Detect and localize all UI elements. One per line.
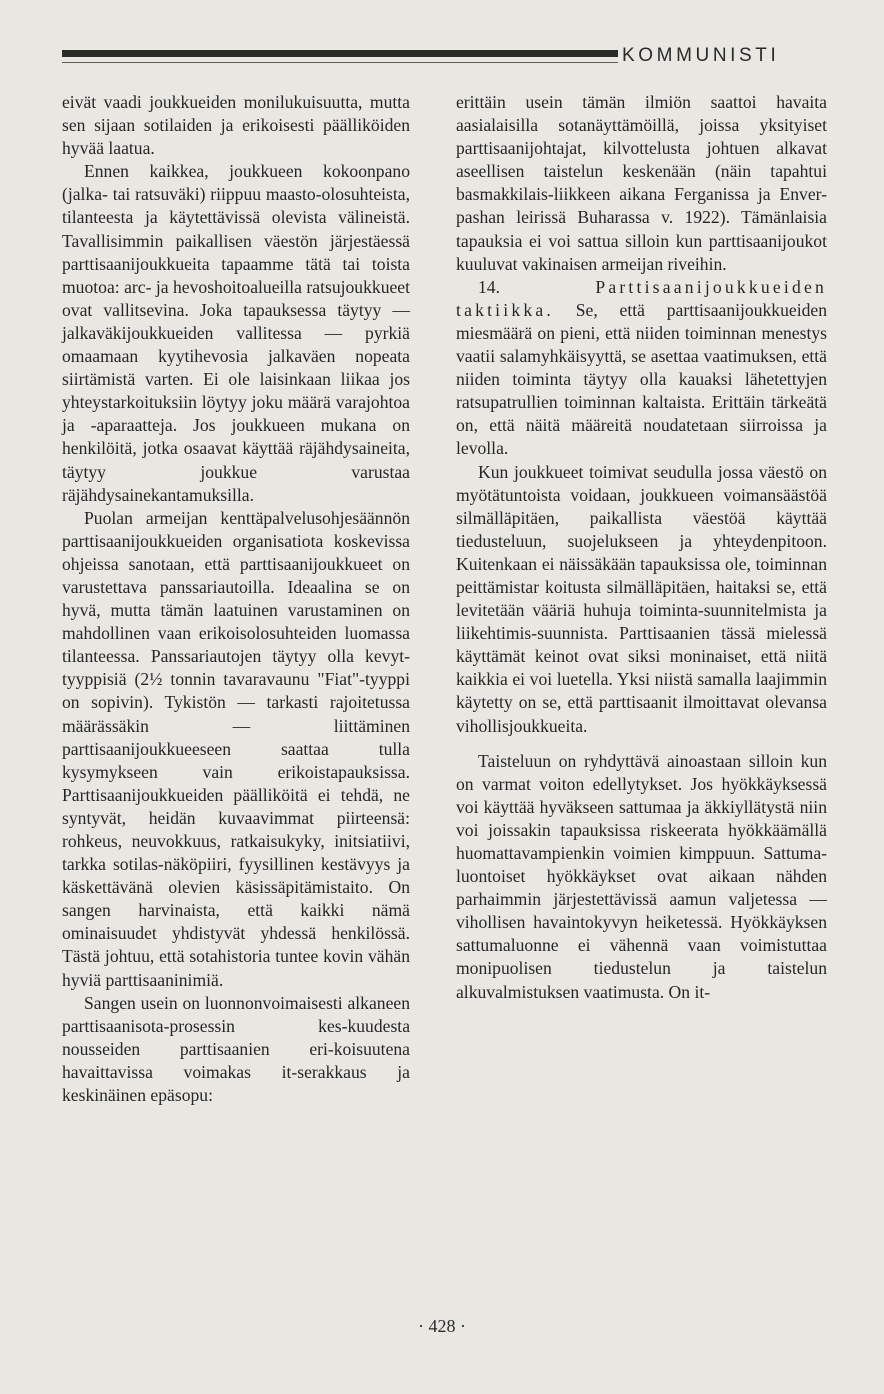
left-column	[62, 91, 410, 1107]
header-rule-thin	[62, 62, 618, 63]
paragraph: Puolan armeijan kenttäpalvelusohjesäännön parttisaanijoukkueiden organisatiota koskevissa ohjeissa sanotaan, että parttisaanijoukkueet on varustettava panssariautoilla. Ideaalina se on hyvä, mutta tämän laatuinen varustaminen on mahdollinen vaan erikoisolosuhteiden luomassa tilanteessa. Panssariautojen täytyy olla kevyt-tyyppisiä (2½ tonnin tavaravaunu "Fiat"-tyyppi on sopivin). Tykistön — tarkasti rajoitetussa määrässäkin — liittäminen parttisaanijoukkueeseen saattaa tulla kysymykseen vain erikoistapauksissa. Parttisaanijoukkueiden päälliköitä ei tehdä, ne syntyvät, heidän kuvaavimmat piirteensä: rohkeus, neuvokkuus, ratkaisukyky, initsiatiivi, tarkka sotilas-näköpiiri, fyysillinen kestävyys ja käskettävänä olevien käsissäpitämistaito. On sangen harvinaista, että kaikki nämä ominaisuudet yhdistyvät yhdessä henkilössä. Tästä johtuu, että sotahistoria tuntee kovin vähän hyviä parttisaaninimiä.	[62, 507, 410, 990]
section-heading: Parttisaanijoukkueiden taktiikka.	[456, 276, 827, 320]
section-text: Se, että parttisaanijoukkueiden miesmäärä on pieni, että niiden toiminnan menestys vaatii salamyhkäisyyttä, se asettaa vaatimuksen, että niiden toiminta täytyy olla kauaksi lähetettyjen ratsupatrullien toiminnan kaltaista. Erittäin tärkeätä on, että näitä määreitä noudatetaan siirroissa ja levolla.	[456, 299, 827, 459]
running-header	[62, 44, 820, 74]
section-paragraph	[456, 276, 827, 461]
paragraph: Kun joukkueet toimivat seudulla jossa väestö on myötätuntoista voidaan, joukkueen voimansäästöä silmälläpitäen, paikallista väestöä käyttää tiedusteluun, suojelukseen ja yhteydenpitoon. Kuitenkaan ei näissäkään tapauksissa ole, toiminnan peittämistar koitusta silmälläpitäen, haitaksi se, että levitetään vääriä huhuja toiminta-suunnitelmista ja liikehtimis-suunnista. Parttisaanien tässä mielessä käyttämät keinot ovat siksi moninaiset, että niitä kaikkia ei voi luetella. Yksi niistä samalla laajimmin käytetty on se, että parttisaanit ilmoittavat olevansa vihollisjoukkueita.	[456, 461, 827, 736]
section-number: 14.	[478, 276, 500, 297]
paragraph: eivät vaadi joukkueiden monilukuisuutta, mutta sen sijaan sotilaiden ja erikoisesti päälliköiden hyvää laatua.	[62, 92, 410, 159]
page-number: · 428 ·	[418, 1316, 466, 1336]
header-rule-thick	[62, 50, 618, 57]
right-column	[456, 91, 827, 1004]
paragraph: erittäin usein tämän ilmiön saattoi havaita aasialaisilla sotanäyttämöillä, joissa yksityiset parttisaanijohtajat, kilvottelusta johtuen alkavat aseellisen taistelun keskenään (näin tapahtui basmakkilais-liikkeen aikana Ferganissa ja Enver-pashan leirissä Buharassa v. 1922). Tämänlaisia tapauksia ei voi sattua silloin kun parttisaanijoukot kuuluvat vakinaisen armeijan riveihin.	[456, 92, 827, 274]
paragraph: Taisteluun on ryhdyttävä ainoastaan silloin kun on varmat voiton edellytykset. Jos hyökkäyksessä voi käyttää hyväkseen sattumaa ja äkkiyllätystä niin voi joissakin tapauksissa riskeerata hyökkäämällä huomattavampienkin voimien kimppuun. Sattuma-luontoiset hyökkäykset ovat aikaan nähden parhaimmin järjestettävissä aamun valjetessa — vihollisen havaintokyvyn heiketessä. Hyökkäyksen sattumaluonne ei vähennä vaan voimistuttaa monipuolisen tiedustelun ja taistelun alkuvalmistuksen vaatimusta. On it-	[456, 750, 827, 1002]
paragraph: Ennen kaikkea, joukkueen kokoonpano (jalka- tai ratsuväki) riippuu maasto-olosuhteista, tilanteesta ja käytettävissä olevista välineistä. Tavallisimmin paikallisen väestön järjestäessä parttisaanijoukkueita tapaamme tätä tai toista muotoa: arc- ja hevoshoitoalueilla ratsujoukkueet ovat vallitsevina. Joka tapauksessa täytyy — jalkaväkijoukkueiden vallitessa — pyrkiä omaamaan kyytihevosia jalkaväen nopeata siirtämistä varten. Ei ole laisinkaan liikaa jos yhteystarkoituksiin löytyy joku määrä varajohtoa ja -aparaatteja. Jos joukkueen mukana on henkilöitä, jotka osaavat käyttää räjähdysaineita, täytyy joukkue varustaa räjähdysainekantamuksilla.	[62, 161, 410, 505]
paragraph: Sangen usein on luonnonvoimaisesti alkaneen parttisaanisota-prosessin kes-kuudesta nousseiden parttisaanien eri-koisuutena havaittavissa voimakas it-serakkaus ja keskinäinen epäsopu:	[62, 992, 410, 1106]
journal-title: KOMMUNISTI	[622, 45, 780, 66]
